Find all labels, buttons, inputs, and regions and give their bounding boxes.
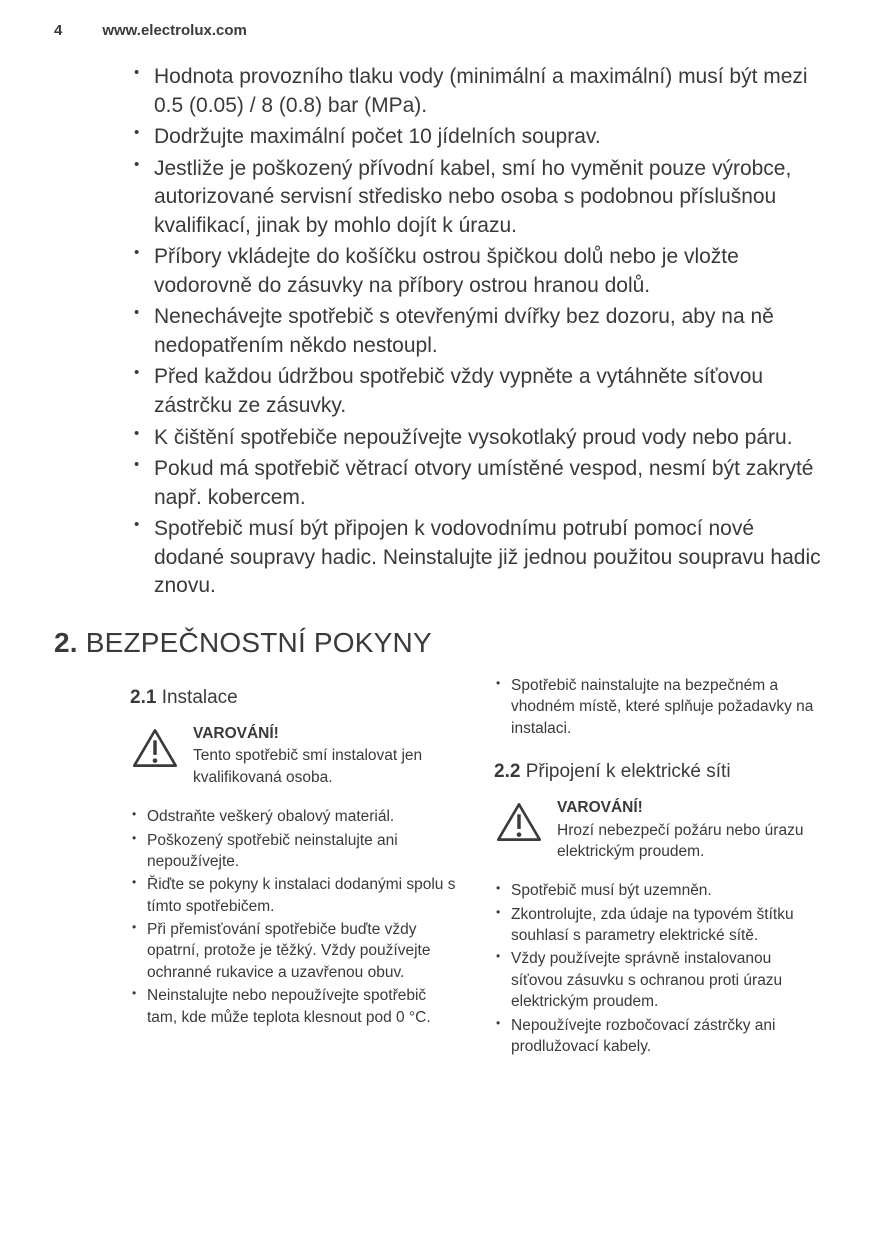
list-item: • Nenechávejte spotřebič s otevřenými dvířky bez dozoru, aby na ně nedopatřením někdo nestoupl. <box>130 303 822 360</box>
subsection-title-text: Připojení k elektrické síti <box>525 760 731 782</box>
installation-bullet-list <box>130 806 458 1028</box>
list-item: • Spotřebič musí být připojen k vodovodnímu potrubí pomocí nové dodané soupravy hadic. Neinstalujte již jednou použitou soupravu hadic znovu. <box>130 515 822 601</box>
list-item: • Před každou údržbou spotřebič vždy vypněte a vytáhněte síťovou zástrčku ze zásuvky. <box>130 363 822 420</box>
list-item: • Pokud má spotřebič větrací otvory umístěné vespod, nesmí být zakryté např. kobercem. <box>130 455 822 512</box>
intro-bullet-list <box>130 63 822 601</box>
list-item: • Jestliže je poškozený přívodní kabel, smí ho vyměnit pouze výrobce, autorizované servisní středisko nebo osoba s podobnou příslušnou kvalifikací, jinak by mohlo dojít k úrazu. <box>130 155 822 241</box>
warning-box-electrical <box>496 797 822 862</box>
section-number: 2. <box>54 626 78 658</box>
list-item: • Neinstalujte nebo nepoužívejte spotřebič tam, kde může teplota klesnout pod 0 °C. <box>130 985 458 1028</box>
page-header <box>54 22 820 39</box>
right-column <box>494 675 822 1059</box>
subsection-title-text: Instalace <box>161 686 238 708</box>
warning-body <box>557 797 822 862</box>
list-item: • Spotřebič nainstalujte na bezpečném a vhodném místě, které splňuje požadavky na instalaci. <box>494 675 822 739</box>
list-item: • Poškozený spotřebič neinstalujte ani nepoužívejte. <box>130 830 458 873</box>
section-title-text: BEZPEČNOSTNÍ POKYNY <box>85 626 432 658</box>
list-item: • Příbory vkládejte do košíčku ostrou špičkou dolů nebo je vložte vodorovně do zásuvky na příbory ostrou hranou dolů. <box>130 243 822 300</box>
warning-label: VAROVÁNÍ! <box>557 799 643 817</box>
warning-triangle-icon <box>496 797 542 862</box>
page-number: 4 <box>54 22 63 39</box>
list-item: • Zkontrolujte, zda údaje na typovém štítku souhlasí s parametry elektrické sítě. <box>494 904 822 947</box>
subsection-number: 2.1 <box>130 686 157 708</box>
warning-body <box>193 723 458 788</box>
list-item: • Řiďte se pokyny k instalaci dodanými spolu s tímto spotřebičem. <box>130 874 458 917</box>
list-item: • Hodnota provozního tlaku vody (minimální a maximální) musí být mezi 0.5 (0.05) / 8 (0.8) bar (MPa). <box>130 63 822 120</box>
electrical-bullet-list <box>494 880 822 1057</box>
warning-text: Hrozí nebezpečí požáru nebo úrazu elektrickým proudem. <box>557 821 804 860</box>
subsection-2-2 <box>494 759 822 785</box>
list-item: • Při přemisťování spotřebiče buďte vždy opatrní, protože je těžký. Vždy používejte ochranné rukavice a uzavřenou obuv. <box>130 919 458 983</box>
warning-text: Tento spotřebič smí instalovat jen kvalifikovaná osoba. <box>193 747 423 786</box>
section-heading <box>54 627 820 659</box>
left-column <box>130 675 458 1059</box>
warning-triangle-icon <box>132 723 178 788</box>
two-column-area <box>130 675 822 1059</box>
list-item: • Vždy používejte správně instalovanou síťovou zásuvku s ochranou proti úrazu elektrickým proudem. <box>494 948 822 1012</box>
list-item: • Spotřebič musí být uzemněn. <box>494 880 822 901</box>
installation-bullet-list-continued <box>494 675 822 739</box>
subsection-number: 2.2 <box>494 760 521 782</box>
list-item: • Odstraňte veškerý obalový materiál. <box>130 806 458 827</box>
list-item: • K čištění spotřebiče nepoužívejte vysokotlaký proud vody nebo páru. <box>130 424 822 453</box>
subsection-2-1 <box>130 685 458 711</box>
warning-box-installation <box>132 723 458 788</box>
list-item: • Dodržujte maximální počet 10 jídelních souprav. <box>130 123 822 152</box>
site-url: www.electrolux.com <box>102 22 247 39</box>
warning-label: VAROVÁNÍ! <box>193 725 279 743</box>
list-item: • Nepoužívejte rozbočovací zástrčky ani prodlužovací kabely. <box>494 1015 822 1058</box>
